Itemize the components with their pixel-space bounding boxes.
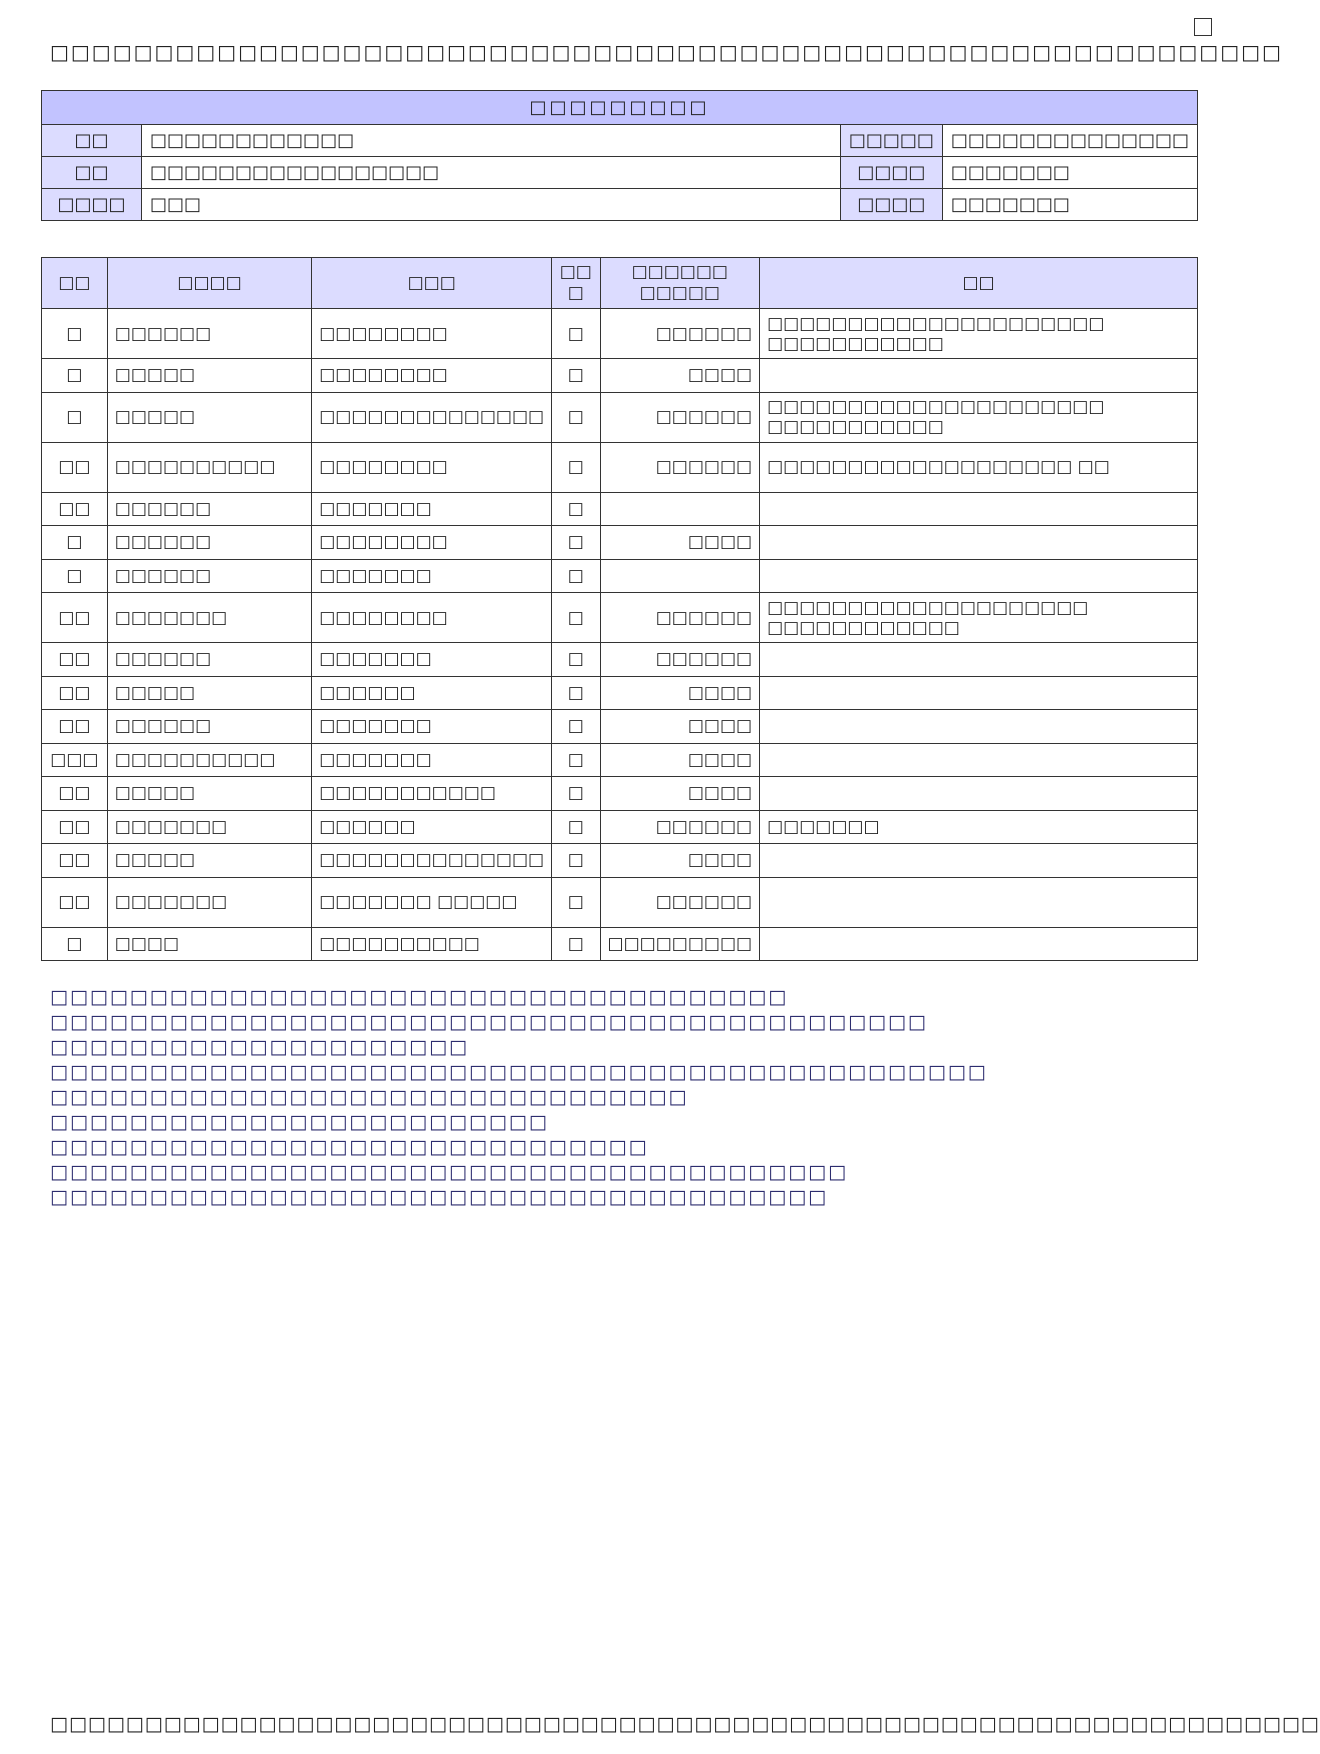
- table-row: [42, 309, 1198, 359]
- cell-note: [760, 676, 1198, 710]
- cell-name: □□□□□: [107, 676, 311, 710]
- cell-model: □□□□□□□: [312, 492, 552, 526]
- table-row: [42, 593, 1198, 643]
- cell-no: □□: [42, 710, 108, 744]
- cell-no: □□: [42, 844, 108, 878]
- cell-name: □□□□□□□□□□: [107, 743, 311, 777]
- info-row: [42, 157, 1198, 189]
- cell-qty: □: [552, 844, 600, 878]
- cell-price: □□□□: [600, 359, 760, 393]
- cell-name: □□□□: [107, 927, 311, 961]
- cell-qty: □: [552, 777, 600, 811]
- cell-model: □□□□□□: [312, 676, 552, 710]
- cell-model: □□□□□□□□: [312, 442, 552, 492]
- cell-note: [760, 710, 1198, 744]
- cell-qty: □: [552, 359, 600, 393]
- table-row: [42, 359, 1198, 393]
- cell-name: □□□□□□□: [107, 593, 311, 643]
- cell-model: □□□□□□□□: [312, 309, 552, 359]
- info-table: [41, 90, 1198, 221]
- note-line: □□□□□□□□□□□□□□□□□□□□□□□□□□□□□□□□□□□□□□□□□□□□□□□: [50, 1061, 988, 1083]
- cell-qty: □: [552, 643, 600, 677]
- info-value: □□□: [142, 189, 841, 221]
- cell-model: □□□□□□□: [312, 559, 552, 593]
- table-row: [42, 877, 1198, 927]
- cell-name: □□□□□□: [107, 643, 311, 677]
- cell-price: □□□□□□: [600, 442, 760, 492]
- info-value: □□□□□□□□□□□□□□□□□: [142, 157, 841, 189]
- table-row: [42, 844, 1198, 878]
- corner-checkbox: [1194, 18, 1212, 36]
- table-row: [42, 643, 1198, 677]
- cell-note: □□□□□□□□□□□□□□□□□□□□□ □□□□□□□□□□□: [760, 309, 1198, 359]
- note-line: □□□□□□□□□□□□□□□□□□□□□□□□□□□□□□□□□□□□□: [50, 986, 789, 1008]
- cell-qty: □: [552, 743, 600, 777]
- cell-model: □□□□□□□□□□□□□□: [312, 392, 552, 442]
- cell-qty: □: [552, 710, 600, 744]
- cell-qty: □: [552, 676, 600, 710]
- cell-price: □□□□: [600, 676, 760, 710]
- cell-no: □: [42, 309, 108, 359]
- info-label-right: □□□□: [840, 157, 942, 189]
- cell-qty: □: [552, 593, 600, 643]
- cell-price: □□□□□□□□□: [600, 927, 760, 961]
- cell-model: □□□□□□□□□□□: [312, 777, 552, 811]
- info-label: □□□□: [42, 189, 142, 221]
- info-row: [42, 189, 1198, 221]
- header-model: □□□: [312, 258, 552, 309]
- cell-price: □□□□: [600, 526, 760, 560]
- cell-name: □□□□□□: [107, 309, 311, 359]
- cell-no: □□: [42, 442, 108, 492]
- cell-note: □□□□□□□□□□□□□□□□□□□□ □□□□□□□□□□□□: [760, 593, 1198, 643]
- cell-qty: □: [552, 927, 600, 961]
- cell-qty: □: [552, 810, 600, 844]
- note-line: □□□□□□□□□□□□□□□□□□□□□□□□□□□□□□□□□□□□□□□□: [50, 1161, 849, 1183]
- header-note: □□: [760, 258, 1198, 309]
- info-label-right: □□□□□: [840, 125, 942, 157]
- cell-note: □□□□□□□□□□□□□□□□□□□ □□: [760, 442, 1198, 492]
- cell-model: □□□□□□□□: [312, 593, 552, 643]
- cell-price: □□□□□□: [600, 877, 760, 927]
- table-row: [42, 492, 1198, 526]
- cell-no: □□: [42, 676, 108, 710]
- cell-no: □□: [42, 777, 108, 811]
- cell-note: [760, 526, 1198, 560]
- cell-note: [760, 559, 1198, 593]
- cell-price: [600, 559, 760, 593]
- cell-note: [760, 492, 1198, 526]
- cell-name: □□□□□□□: [107, 877, 311, 927]
- note-line: □□□□□□□□□□□□□□□□□□□□□□□□□□□□□□□□□□□□□□□: [50, 1186, 829, 1208]
- cell-price: □□□□□□: [600, 810, 760, 844]
- cell-price: □□□□: [600, 710, 760, 744]
- cell-name: □□□□□: [107, 844, 311, 878]
- cell-price: □□□□: [600, 777, 760, 811]
- cell-no: □: [42, 392, 108, 442]
- cell-note: [760, 643, 1198, 677]
- info-label-right: □□□□: [840, 189, 942, 221]
- cell-no: □: [42, 559, 108, 593]
- info-value-right: □□□□□□□: [942, 157, 1197, 189]
- cell-qty: □: [552, 492, 600, 526]
- cell-qty: □: [552, 442, 600, 492]
- cell-name: □□□□□: [107, 777, 311, 811]
- cell-name: □□□□□: [107, 359, 311, 393]
- cell-no: □: [42, 359, 108, 393]
- cell-price: [600, 492, 760, 526]
- cell-name: □□□□□□□□□□: [107, 442, 311, 492]
- cell-model: □□□□□□□: [312, 710, 552, 744]
- page-header: □□□□□□□□□□□□□□□□□□□□□□□□□□□□□□□□□□□□□□□□□□□□□□□□□□□□□□□□□□□: [50, 40, 1283, 64]
- info-value-right: □□□□□□□: [942, 189, 1197, 221]
- cell-no: □□: [42, 492, 108, 526]
- cell-note: [760, 359, 1198, 393]
- cell-model: □□□□□□□□□□: [312, 927, 552, 961]
- cell-model: □□□□□□□□□□□□□□: [312, 844, 552, 878]
- info-value: □□□□□□□□□□□□: [142, 125, 841, 157]
- cell-price: □□□□: [600, 743, 760, 777]
- cell-qty: □: [552, 877, 600, 927]
- header-qty: □□ □: [552, 258, 600, 309]
- note-line: □□□□□□□□□□□□□□□□□□□□□□□□□: [50, 1111, 549, 1133]
- page-footer: □□□□□□□□□□□□□□□□□□□□□□□□□□□□□□□□□□□□□□□□□□□□□□□□□□□□□□□□□□□□□□□□□□□: [50, 1713, 1320, 1735]
- cell-model: □□□□□□□□: [312, 526, 552, 560]
- cell-note: [760, 927, 1198, 961]
- info-title: □□□□□□□□□: [42, 91, 1198, 125]
- cell-name: □□□□□: [107, 392, 311, 442]
- table-row: [42, 676, 1198, 710]
- notes-section: [50, 985, 1160, 1210]
- header-no: □□: [42, 258, 108, 309]
- table-row: [42, 392, 1198, 442]
- cell-qty: □: [552, 309, 600, 359]
- cell-note: [760, 844, 1198, 878]
- cell-model: □□□□□□□ □□□□□: [312, 877, 552, 927]
- info-label: □□: [42, 125, 142, 157]
- note-line: □□□□□□□□□□□□□□□□□□□□□: [50, 1036, 469, 1058]
- table-row: [42, 559, 1198, 593]
- info-value-right: □□□□□□□□□□□□□□: [942, 125, 1197, 157]
- parts-header-row: [42, 258, 1198, 309]
- cell-price: □□□□□□: [600, 392, 760, 442]
- info-title-row: [42, 91, 1198, 125]
- table-row: [42, 710, 1198, 744]
- table-row: [42, 743, 1198, 777]
- parts-table: [41, 257, 1198, 961]
- cell-no: □: [42, 526, 108, 560]
- info-label: □□: [42, 157, 142, 189]
- cell-no: □□: [42, 877, 108, 927]
- table-row: [42, 927, 1198, 961]
- cell-no: □□□: [42, 743, 108, 777]
- note-line: □□□□□□□□□□□□□□□□□□□□□□□□□□□□□□□□□□□□□□□□□□□□: [50, 1011, 928, 1033]
- cell-no: □: [42, 927, 108, 961]
- cell-name: □□□□□□: [107, 559, 311, 593]
- cell-qty: □: [552, 526, 600, 560]
- cell-no: □□: [42, 810, 108, 844]
- cell-price: □□□□: [600, 844, 760, 878]
- header-name: □□□□: [107, 258, 311, 309]
- cell-note: [760, 777, 1198, 811]
- cell-price: □□□□□□: [600, 309, 760, 359]
- cell-model: □□□□□□□: [312, 743, 552, 777]
- info-row: [42, 125, 1198, 157]
- parts-body: [42, 309, 1198, 961]
- note-line: □□□□□□□□□□□□□□□□□□□□□□□□□□□□□□: [50, 1136, 649, 1158]
- table-row: [42, 526, 1198, 560]
- cell-model: □□□□□□□□: [312, 359, 552, 393]
- table-row: [42, 810, 1198, 844]
- cell-qty: □: [552, 559, 600, 593]
- cell-no: □□: [42, 593, 108, 643]
- cell-model: □□□□□□□: [312, 643, 552, 677]
- cell-name: □□□□□□: [107, 710, 311, 744]
- cell-price: □□□□□□: [600, 643, 760, 677]
- cell-note: □□□□□□□□□□□□□□□□□□□□□ □□□□□□□□□□□: [760, 392, 1198, 442]
- cell-price: □□□□□□: [600, 593, 760, 643]
- cell-no: □□: [42, 643, 108, 677]
- cell-note: □□□□□□□: [760, 810, 1198, 844]
- note-line: □□□□□□□□□□□□□□□□□□□□□□□□□□□□□□□□: [50, 1086, 689, 1108]
- cell-model: □□□□□□: [312, 810, 552, 844]
- cell-name: □□□□□□□: [107, 810, 311, 844]
- cell-note: [760, 877, 1198, 927]
- cell-name: □□□□□□: [107, 492, 311, 526]
- cell-name: □□□□□□: [107, 526, 311, 560]
- cell-qty: □: [552, 392, 600, 442]
- table-row: [42, 777, 1198, 811]
- table-row: [42, 442, 1198, 492]
- cell-note: [760, 743, 1198, 777]
- header-price: □□□□□□ □□□□□: [600, 258, 760, 309]
